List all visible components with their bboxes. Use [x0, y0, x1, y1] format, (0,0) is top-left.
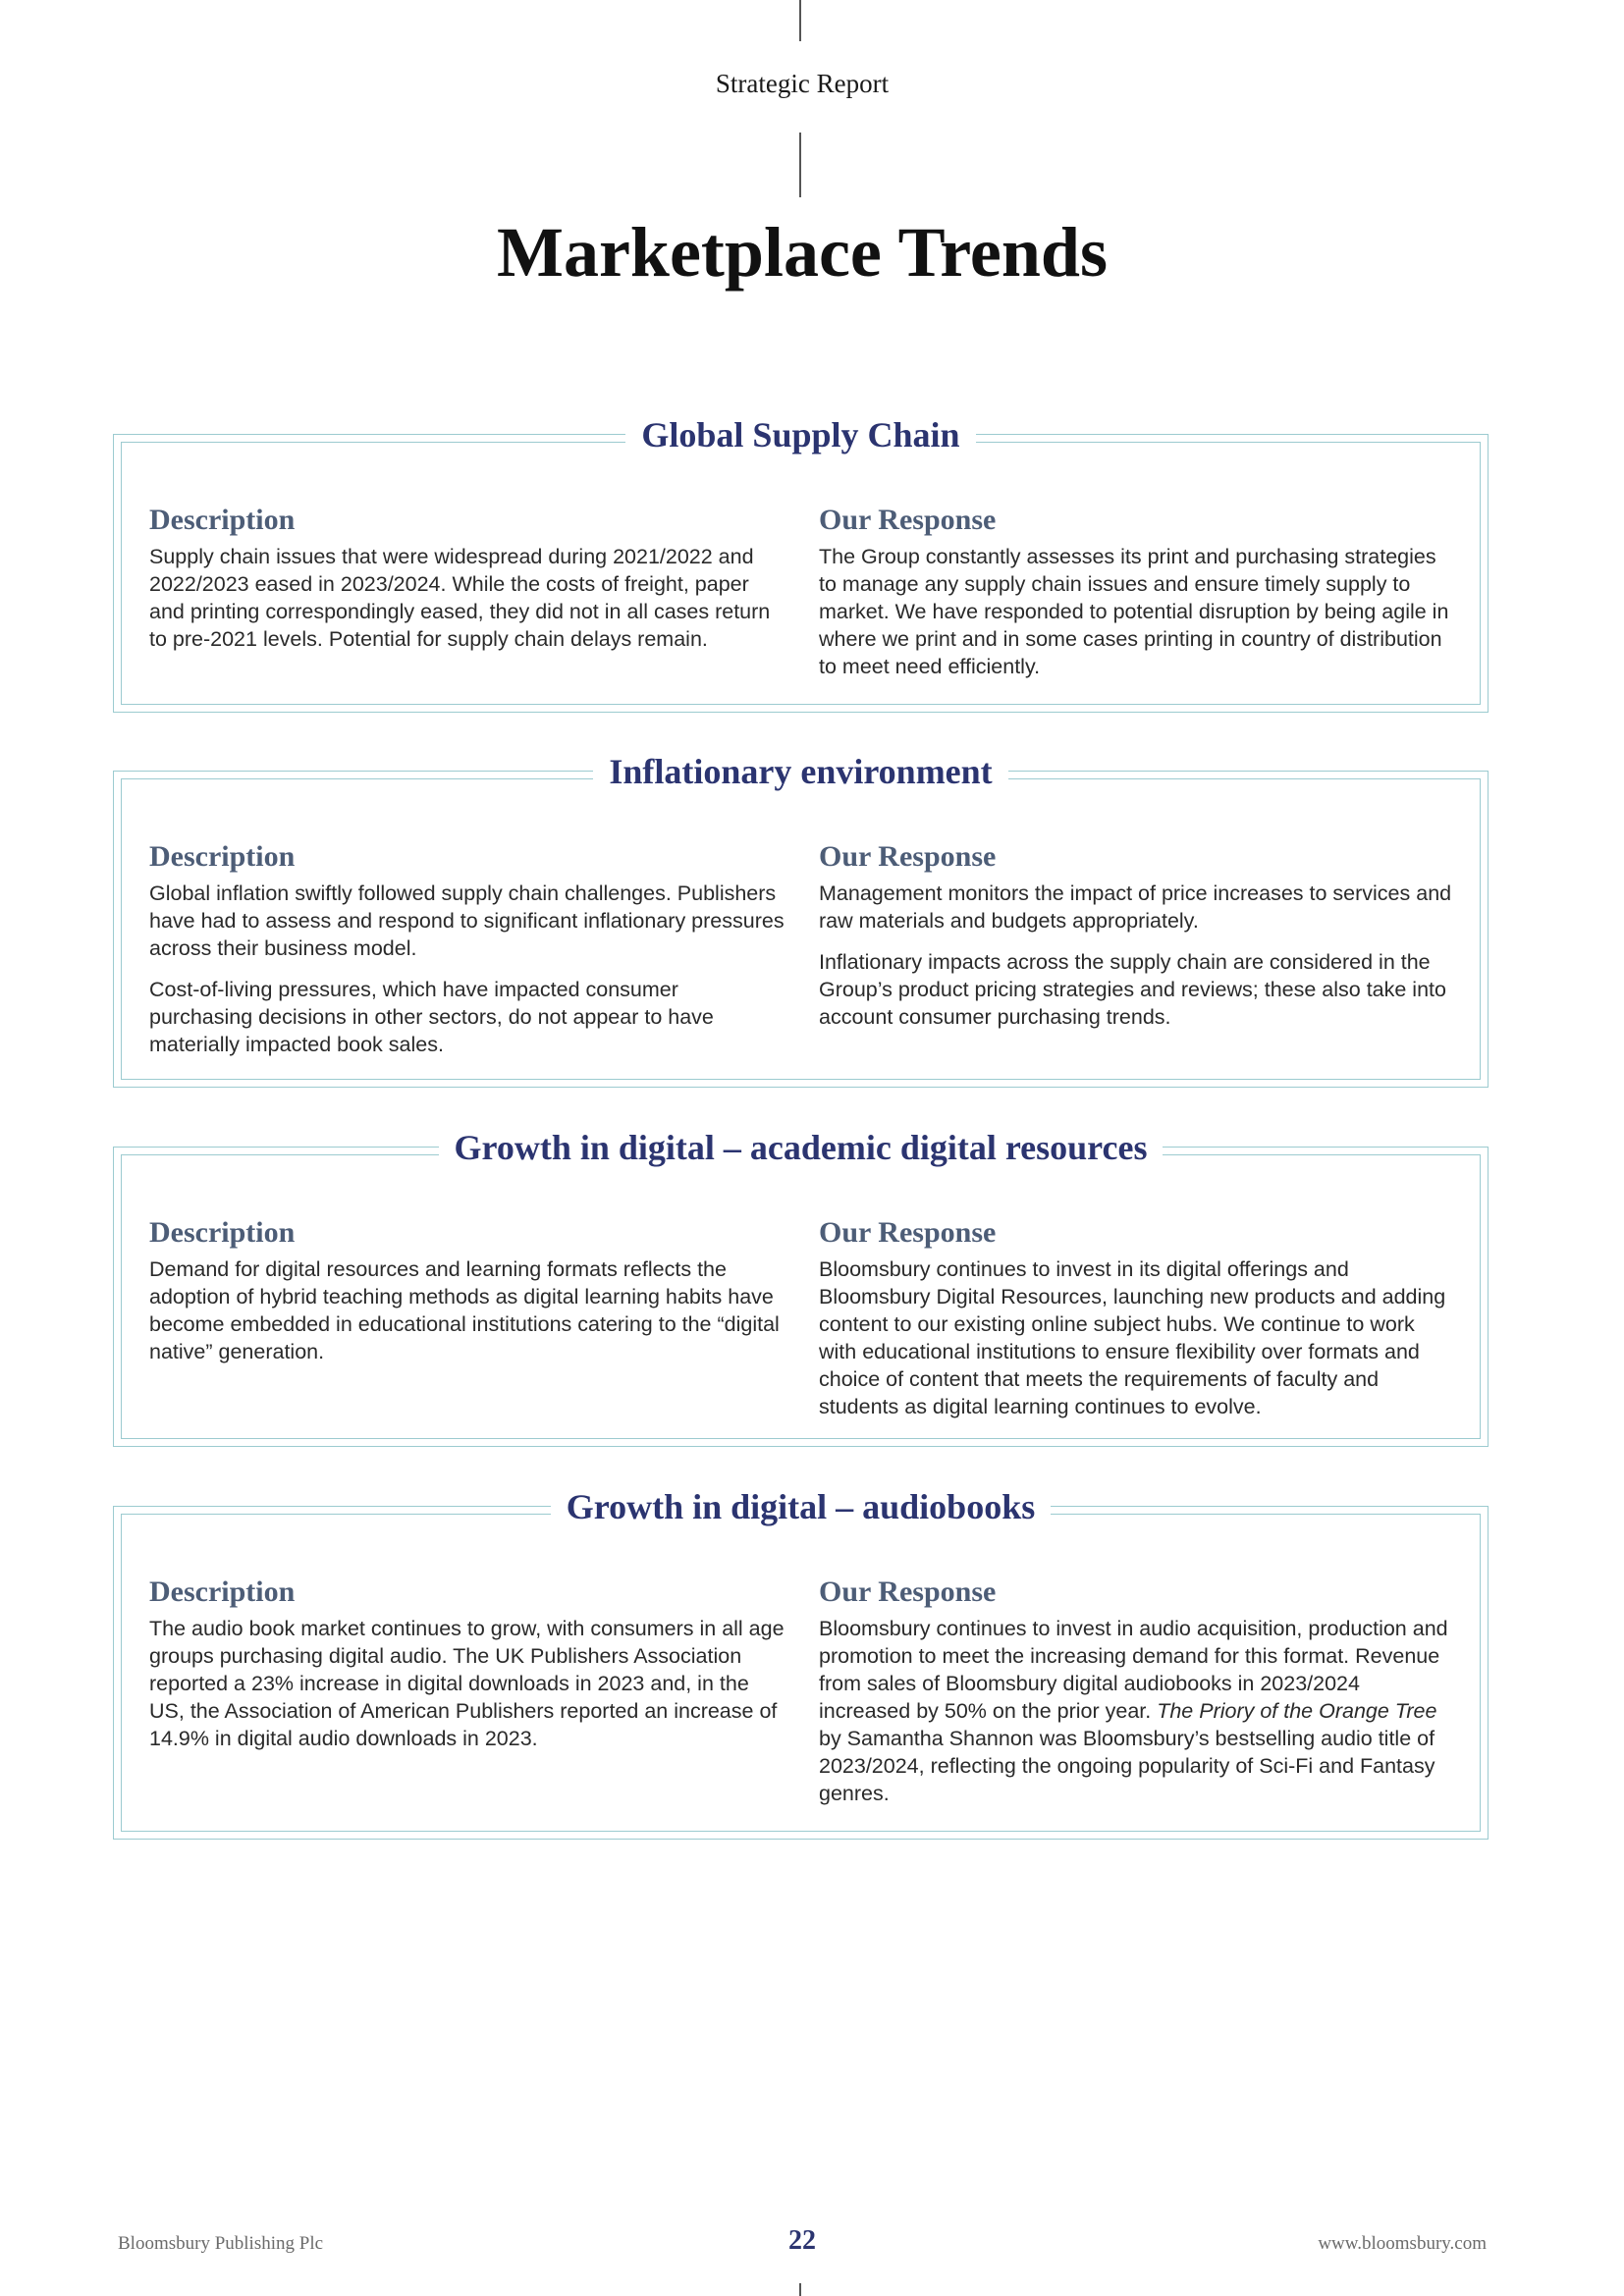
response-text-intro: Bloomsbury continues to invest in audio acquisition, production and promotion to meet the increasing demand for this format. Revenue from sales of Bloomsbury digital audiobooks in 2023/2024 increased by 50% on the prior year.: [819, 1617, 1448, 1723]
description-heading: Description: [149, 1575, 296, 1608]
trend-title: Global Supply Chain: [625, 409, 975, 460]
response-text-outro: by Samantha Shannon was Bloomsbury’s bestselling audio title of 2023/2024, reflecting the ongoing popularity of Sci-Fi and Fantasy genres.: [819, 1727, 1435, 1805]
response-text: The Group constantly assesses its print and purchasing strategies to manage any supply chain issues and ensure timely supply to market. We have responded to potential disruption by being agile in where we print and in some cases printing in country of distribution to meet need efficiently.: [819, 545, 1449, 678]
trend-title: Growth in digital – audiobooks: [551, 1481, 1051, 1532]
trend-box-supply-chain: [113, 415, 1489, 713]
response-column: [819, 1574, 1457, 1821]
top-divider-line: [799, 0, 801, 41]
response-heading: Our Response: [819, 1575, 997, 1608]
description-text: Cost-of-living pressures, which have impacted consumer purchasing decisions in other sectors, do not appear to have materially impacted book sales.: [149, 978, 714, 1056]
bottom-divider-line: [799, 2283, 801, 2296]
description-heading: Description: [149, 1216, 296, 1249]
description-column: [149, 1214, 787, 1379]
page-title: Marketplace Trends: [497, 213, 1108, 292]
book-title: The Priory of the Orange Tree: [1157, 1699, 1437, 1723]
response-column: [819, 1214, 1457, 1434]
description-column: [149, 838, 787, 1072]
title-divider-line: [799, 133, 801, 197]
section-label: Strategic Report: [715, 69, 890, 98]
response-heading: Our Response: [819, 840, 997, 873]
response-text: Bloomsbury continues to invest in its digital offerings and Bloomsbury Digital Resources, launching new products and adding content to our existing online subject hubs. We continue to work with educational institutions to ensure flexibility over formats and choice of content that meets the requirements of faculty and students as digital learning continues to evolve.: [819, 1257, 1446, 1418]
response-text: Management monitors the impact of price increases to services and raw materials and budgets appropriately.: [819, 881, 1452, 933]
response-heading: Our Response: [819, 504, 997, 536]
trend-title: Inflationary environment: [593, 746, 1007, 797]
description-text: The audio book market continues to grow, with consumers in all age groups purchasing digital audio. The UK Publishers Association reported a 23% increase in digital downloads in 2023 and, in the US, the Association of American Publishers reported an increase of 14.9% in digital audio downloads in 2023.: [149, 1617, 785, 1750]
response-text: [819, 1615, 1457, 1807]
description-column: [149, 502, 787, 667]
footer-company: Bloomsbury Publishing Plc: [118, 2233, 324, 2254]
trend-box-academic-digital: [113, 1128, 1489, 1447]
description-text: Demand for digital resources and learning formats reflects the adoption of hybrid teaching methods as digital learning habits have become embedded in educational institutions catering to the “digital native” generation.: [149, 1257, 780, 1363]
response-column: [819, 838, 1457, 1044]
trend-box-audiobooks: [113, 1487, 1489, 1840]
page-number: 22: [788, 2225, 816, 2256]
response-heading: Our Response: [819, 1216, 997, 1249]
response-column: [819, 502, 1457, 694]
footer-website: www.bloomsbury.com: [1318, 2233, 1487, 2254]
description-heading: Description: [149, 840, 296, 873]
trend-box-inflation: [113, 752, 1489, 1088]
description-text: Global inflation swiftly followed supply chain challenges. Publishers have had to assess and respond to significant inflationary pressures across their business model.: [149, 881, 785, 960]
description-heading: Description: [149, 504, 296, 536]
description-text: Supply chain issues that were widespread during 2021/2022 and 2022/2023 eased in 2023/2024. While the costs of freight, paper and printing correspondingly eased, they did not in all cases return to pre-2021 levels. Potential for supply chain delays remain.: [149, 545, 771, 651]
trend-title: Growth in digital – academic digital resources: [439, 1122, 1164, 1173]
description-column: [149, 1574, 787, 1766]
response-text: Inflationary impacts across the supply chain are considered in the Group’s product pricing strategies and reviews; these also take into account consumer purchasing trends.: [819, 950, 1446, 1029]
